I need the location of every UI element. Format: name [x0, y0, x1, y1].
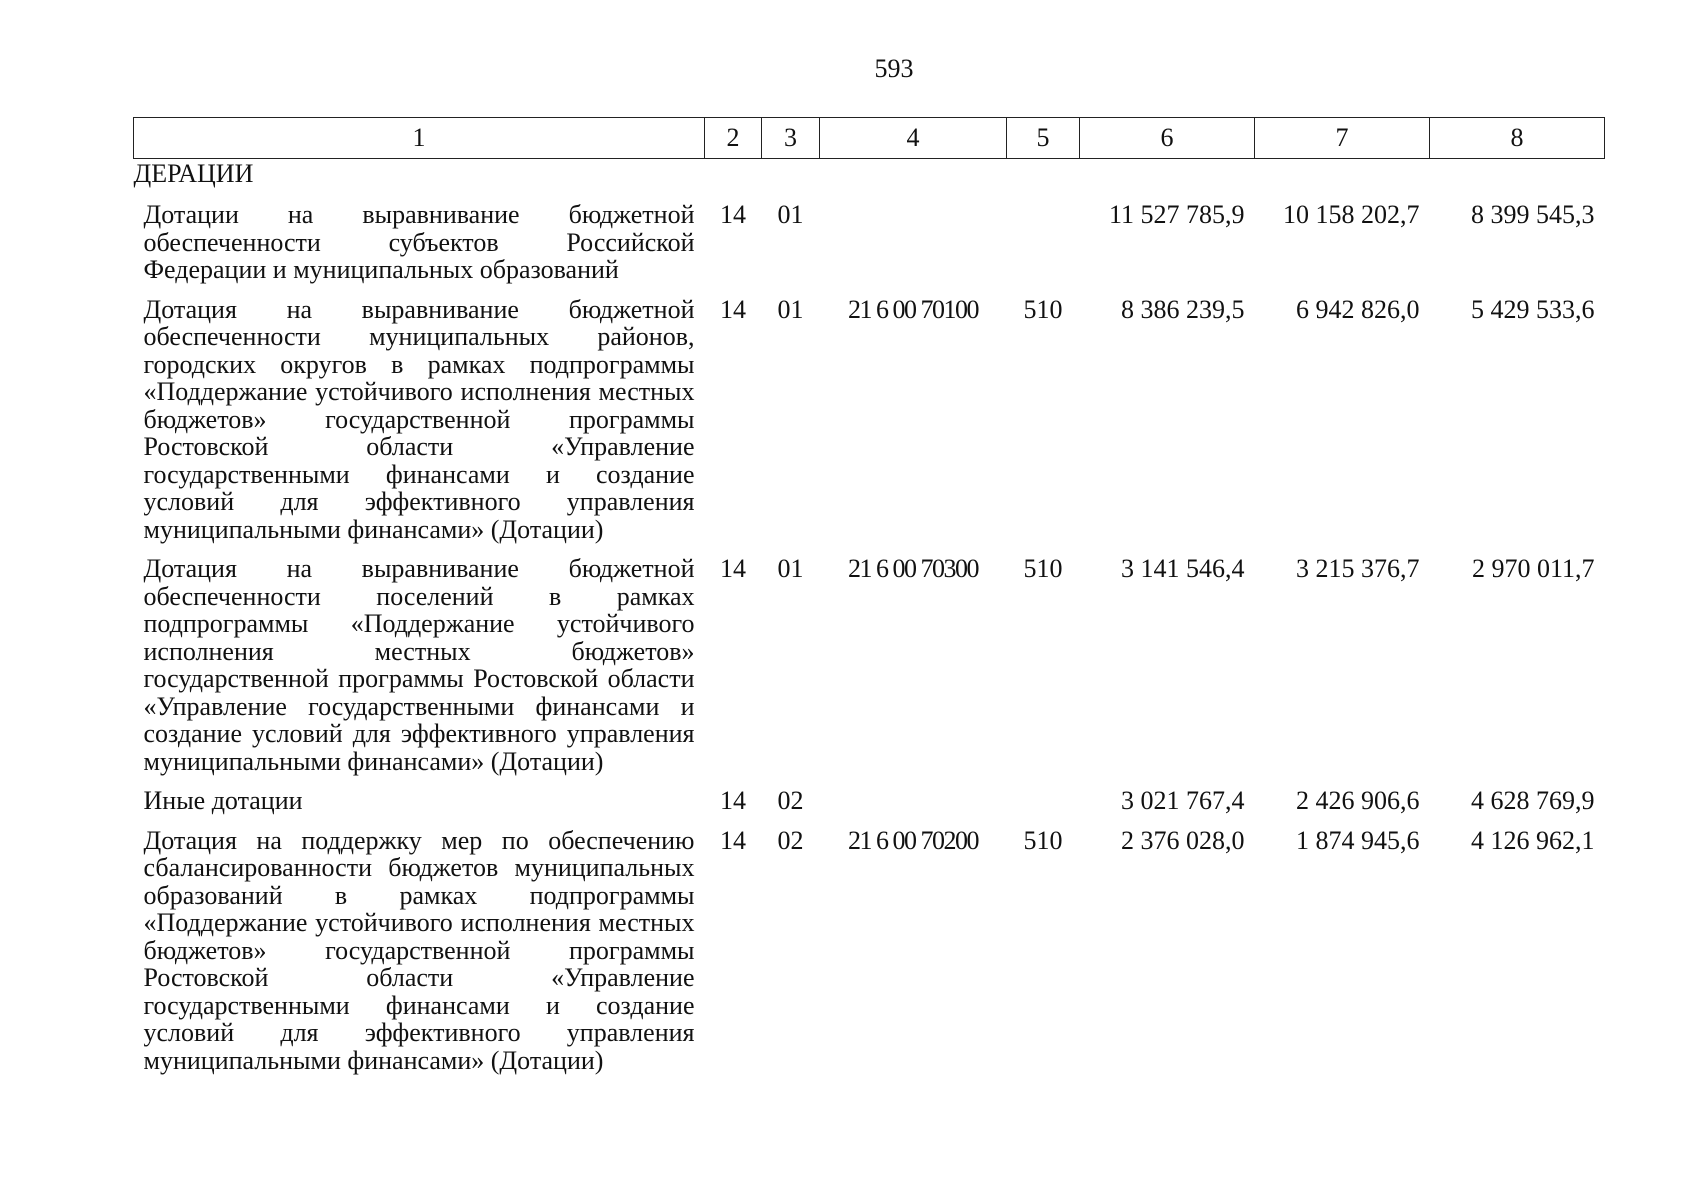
column-header-5: 5	[1007, 118, 1080, 159]
row-amount-year-1: 2 376 028,0	[1121, 825, 1245, 855]
page-number: 593	[874, 54, 914, 83]
row-amount-year-2: 3 215 376,7	[1296, 554, 1420, 583]
column-header-3: 3	[762, 118, 820, 159]
row-expense-type: 510	[1023, 554, 1063, 583]
row-target-article	[820, 189, 1007, 284]
row-name: Дотация на выравнивание бюджетной обеспеченности поселений в рамках подпрограммы «Поддержание устойчивого исполнения местных бюджетов» государственной программы Ростовской области «Управление государственными финансами и создание условий для эффективного управления муниципальными финансами» (Дотации)	[143, 554, 695, 776]
row-amount-year-2: 2 426 906,6	[1296, 786, 1420, 815]
row-amount-year-1: 3 141 546,4	[1121, 554, 1245, 583]
table-row	[134, 189, 1605, 284]
row-amount-year-2: 6 942 826,0	[1296, 294, 1420, 324]
row-section: 14	[720, 554, 746, 583]
row-amount-year-3: 5 429 533,6	[1471, 294, 1595, 324]
row-target-article: 21 6 00 70100	[848, 294, 978, 324]
column-header-4: 4	[820, 118, 1007, 159]
row-section: 14	[720, 294, 746, 324]
continued-row	[134, 159, 1605, 190]
row-subsection: 01	[777, 554, 804, 583]
row-amount-year-3: 2 970 011,7	[1471, 554, 1595, 583]
row-amount-year-2: 1 874 945,6	[1296, 825, 1420, 855]
column-header-6: 6	[1080, 118, 1255, 159]
column-header-2: 2	[705, 118, 762, 159]
row-expense-type: 510	[1023, 825, 1063, 855]
row-subsection: 02	[777, 786, 804, 815]
row-expense-type	[1007, 775, 1080, 815]
row-amount-year-3: 4 628 769,9	[1471, 786, 1595, 815]
column-header-8: 8	[1430, 118, 1605, 159]
row-section: 14	[720, 786, 746, 815]
budget-table	[133, 117, 1605, 1074]
row-name: Дотация на поддержку мер по обеспечению сбалансированности бюджетов муниципальных образований в рамках подпрограммы «Поддержание устойчивого исполнения местных бюджетов» государственной программы Ростовской области «Управление государственными финансами и создание условий для эффективного управления муниципальными финансами» (Дотации)	[143, 825, 695, 1075]
table-row	[134, 284, 1605, 544]
table-row	[134, 543, 1605, 775]
row-expense-type: 510	[1023, 294, 1063, 324]
row-section: 14	[720, 200, 746, 229]
row-amount-year-2: 10 158 202,7	[1283, 200, 1420, 229]
table-header-row	[134, 118, 1605, 159]
row-name: Иные дотации	[143, 786, 303, 815]
row-amount-year-3: 8 399 545,3	[1471, 200, 1595, 229]
row-amount-year-1: 8 386 239,5	[1121, 294, 1245, 324]
row-target-article	[820, 775, 1007, 815]
row-subsection: 01	[777, 200, 804, 229]
table-row	[134, 815, 1605, 1075]
row-target-article: 21 6 00 70300	[848, 554, 978, 583]
continued-text: ДЕРАЦИИ	[133, 159, 254, 188]
row-subsection: 01	[777, 294, 804, 324]
column-header-1: 1	[134, 118, 705, 159]
table-row	[134, 775, 1605, 815]
row-subsection: 02	[777, 825, 804, 855]
row-name: Дотации на выравнивание бюджетной обеспеченности субъектов Российской Федерации и муниципальных образований	[143, 200, 695, 284]
row-amount-year-3: 4 126 962,1	[1471, 825, 1595, 855]
row-section: 14	[720, 825, 746, 855]
row-amount-year-1: 11 527 785,9	[1108, 200, 1245, 229]
column-header-7: 7	[1255, 118, 1430, 159]
row-name: Дотация на выравнивание бюджетной обеспеченности муниципальных районов, городских округов в рамках подпрограммы «Поддержание устойчивого исполнения местных бюджетов» государственной программы Ростовской области «Управление государственными финансами и создание условий для эффективного управления муниципальными финансами» (Дотации)	[143, 294, 695, 544]
row-amount-year-1: 3 021 767,4	[1121, 786, 1245, 815]
row-target-article: 21 6 00 70200	[848, 825, 978, 855]
row-expense-type	[1007, 189, 1080, 284]
